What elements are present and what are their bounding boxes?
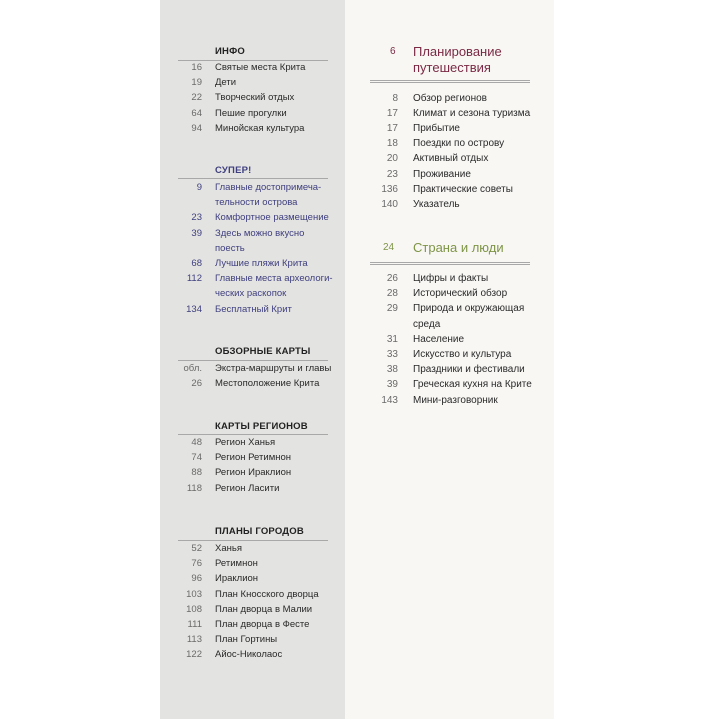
country-divider-top — [370, 262, 530, 263]
page-number: 39 — [191, 227, 202, 239]
entry-text: Творческий отдых — [215, 92, 295, 104]
entry-text: Местоположение Крита — [215, 378, 320, 390]
page-number: 20 — [386, 153, 398, 165]
entry-text: Ираклион — [215, 573, 259, 585]
page-number: 17 — [386, 123, 398, 135]
entry-text: ческих раскопок — [215, 288, 287, 300]
entry-text: Проживание — [413, 168, 471, 180]
page-number: 19 — [191, 77, 202, 89]
super-heading: СУПЕР! — [215, 165, 252, 176]
info-heading: ИНФО — [215, 46, 245, 57]
page-number: 74 — [191, 452, 202, 464]
page-number: 28 — [386, 288, 398, 300]
entry-text: Искусство и культура — [413, 349, 512, 360]
super-divider — [178, 178, 328, 179]
page-number: 136 — [381, 183, 398, 195]
entry-text: Бесплатный Крит — [215, 303, 292, 315]
page-number: 48 — [191, 437, 202, 448]
page-number: 96 — [191, 573, 202, 585]
page-number: 8 — [392, 93, 398, 104]
page-number: 68 — [191, 258, 202, 269]
entry-text: Природа и окружающая — [413, 303, 525, 315]
page-number: 112 — [186, 273, 202, 285]
entry-text: Ретимнон — [215, 558, 258, 570]
page-number: 122 — [186, 649, 202, 661]
entry-text: Праздники и фестивали — [413, 364, 525, 376]
entry-text: Мини-разговорник — [413, 394, 498, 406]
entry-text: Регион Ханья — [215, 437, 276, 448]
planning-title-line2: путешествия — [413, 60, 491, 75]
page-number: 17 — [386, 108, 398, 120]
planning-page-number: 6 — [390, 46, 396, 57]
entry-text: Регион Ласити — [215, 482, 280, 494]
entry-text: Цифры и факты — [413, 273, 489, 284]
entry-text: План дворца в Фесте — [215, 619, 310, 630]
entry-text: Поездки по острову — [413, 138, 505, 150]
page-number: 103 — [186, 588, 202, 600]
entry-text: Регион Ретимнон — [215, 452, 291, 464]
country-page-number: 24 — [383, 242, 395, 253]
entry-text: Практические советы — [413, 183, 513, 195]
planning-divider-top — [370, 80, 530, 81]
entry-text: Пешие прогулки — [215, 107, 287, 119]
entry-text: Комфортное размещение — [215, 212, 329, 224]
entry-text: Климат и сезона туризма — [413, 108, 531, 120]
entry-text: Указатель — [413, 198, 460, 210]
page-number: 26 — [386, 273, 398, 284]
entry-text: поесть — [215, 242, 245, 254]
entry-text: среда — [413, 318, 441, 330]
entry-text: Айос-Николаос — [215, 649, 283, 661]
country-divider-bottom — [370, 264, 530, 265]
country-title: Страна и люди — [413, 240, 504, 255]
page-number: 52 — [191, 543, 202, 554]
planning-divider-bottom — [370, 82, 530, 83]
entry-text: Исторический обзор — [413, 288, 508, 300]
planning-title-line1: Планирование — [413, 44, 502, 59]
entry-text: План Гортины — [215, 634, 278, 646]
page-number: 111 — [187, 619, 202, 630]
page-number: 29 — [386, 303, 398, 315]
page-number: 113 — [186, 634, 202, 646]
region-maps-heading: КАРТЫ РЕГИОНОВ — [215, 421, 308, 432]
page-number: 23 — [386, 168, 398, 180]
entry-text: Ханья — [215, 543, 242, 554]
entry-text: Экстра-маршруты и главы — [215, 363, 332, 374]
entry-text: Активный отдых — [413, 153, 489, 165]
city-plans-heading: ПЛАНЫ ГОРОДОВ — [215, 526, 304, 537]
page-number: 94 — [191, 122, 202, 134]
entry-text: Главные места археологи- — [215, 273, 333, 285]
page-number: обл. — [183, 363, 202, 374]
entry-text: План Кносского дворца — [215, 588, 319, 600]
page-number: 33 — [386, 349, 398, 360]
page-number: 39 — [386, 379, 398, 391]
entry-text: Греческая кухня на Крите — [413, 379, 532, 391]
page-number: 31 — [386, 333, 398, 345]
page-number: 22 — [191, 92, 202, 104]
entry-text: План дворца в Малии — [215, 603, 313, 615]
entry-text: Главные достопримеча- — [215, 182, 322, 193]
page-number: 134 — [186, 303, 202, 315]
page-number: 108 — [186, 603, 202, 615]
page-number: 64 — [191, 107, 202, 119]
entry-text: Население — [413, 333, 465, 345]
entry-text: Здесь можно вкусно — [215, 227, 305, 239]
page-number: 38 — [386, 364, 398, 376]
page-number: 26 — [191, 378, 202, 390]
entry-text: Обзор регионов — [413, 93, 487, 104]
entry-text: Прибытие — [413, 123, 460, 135]
page-number: 140 — [381, 198, 398, 210]
entry-text: Святые места Крита — [215, 62, 306, 73]
page-number: 16 — [191, 62, 202, 73]
page-number: 118 — [186, 482, 202, 494]
page-number: 23 — [191, 212, 202, 224]
page-number: 88 — [191, 467, 202, 479]
entry-text: Дети — [215, 77, 237, 89]
entry-text: Регион Ираклион — [215, 467, 292, 479]
overview-maps-heading: ОБЗОРНЫЕ КАРТЫ — [215, 346, 311, 357]
entry-text: тельности острова — [215, 197, 298, 209]
page-number: 76 — [191, 558, 202, 570]
page-number: 9 — [196, 182, 202, 193]
entry-text: Лучшие пляжи Крита — [215, 258, 308, 269]
page-number: 143 — [381, 394, 398, 406]
entry-text: Минойская культура — [215, 122, 305, 134]
page-number: 18 — [386, 138, 398, 150]
